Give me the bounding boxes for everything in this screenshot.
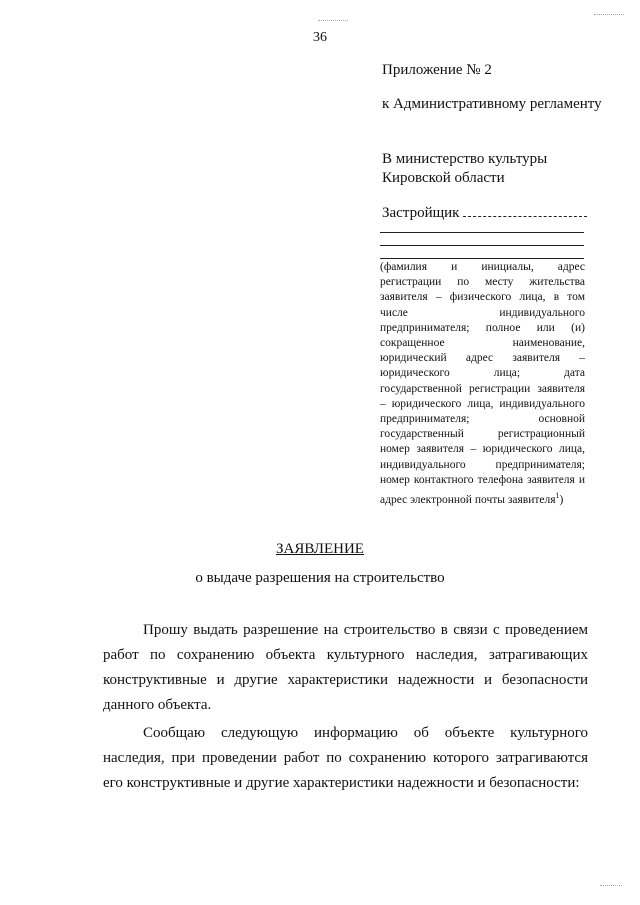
body-paragraph: Прошу выдать разрешение на строительство в связи с проведением работ по сохранению объекта культурного наследия, затрагивающих конструктивные и другие характеристики надежности и безопасности данного объекта.	[103, 622, 588, 713]
document-title: ЗАЯВЛЕНИЕ	[276, 541, 364, 557]
addressee-line: Кировской области	[382, 170, 505, 186]
document-subtitle: о выдаче разрешения на строительство	[195, 570, 445, 586]
body-paragraph: Сообщаю следующую информацию об объекте культурного наследия, при проведении работ по сохранению которого затрагиваются его конструктивные и другие характеристики надежности и безопасности:	[103, 725, 588, 791]
addressee-line: В министерство культуры	[382, 151, 548, 167]
document-body	[103, 618, 588, 799]
scan-artifact	[600, 885, 622, 886]
blank-line	[380, 232, 584, 233]
developer-label: Застройщик	[382, 205, 460, 221]
blank-line	[380, 245, 584, 246]
footnote-mark: 1	[555, 491, 560, 501]
appendix-title: Приложение № 2	[382, 62, 492, 78]
appendix-subtitle: к Административному регламенту	[382, 96, 602, 112]
scan-artifact	[594, 14, 624, 15]
scan-artifact	[318, 20, 348, 21]
applicant-note-text: (фамилия и инициалы, адрес регистрации по месту жительства заявителя – физического лица, в том числе индивидуального предпринимателя; полное или (и) сокращенное наименование, юридический адрес заявителя – юридического лица; дата государственной регистрации заявителя – юридического лица, индивидуального предпринимателя; основной государственный регистрационный номер заявителя – юридического лица, индивидуального предпринимателя; номер контактного телефона заявителя и адрес электронной почты заявителя	[380, 261, 585, 506]
developer-fill-line	[463, 203, 587, 217]
note-close-paren: )	[559, 493, 564, 506]
applicant-note	[380, 260, 585, 508]
developer-field	[382, 203, 587, 222]
addressee-block	[382, 150, 547, 188]
page-number: 36	[313, 30, 327, 45]
blank-line	[380, 258, 584, 259]
